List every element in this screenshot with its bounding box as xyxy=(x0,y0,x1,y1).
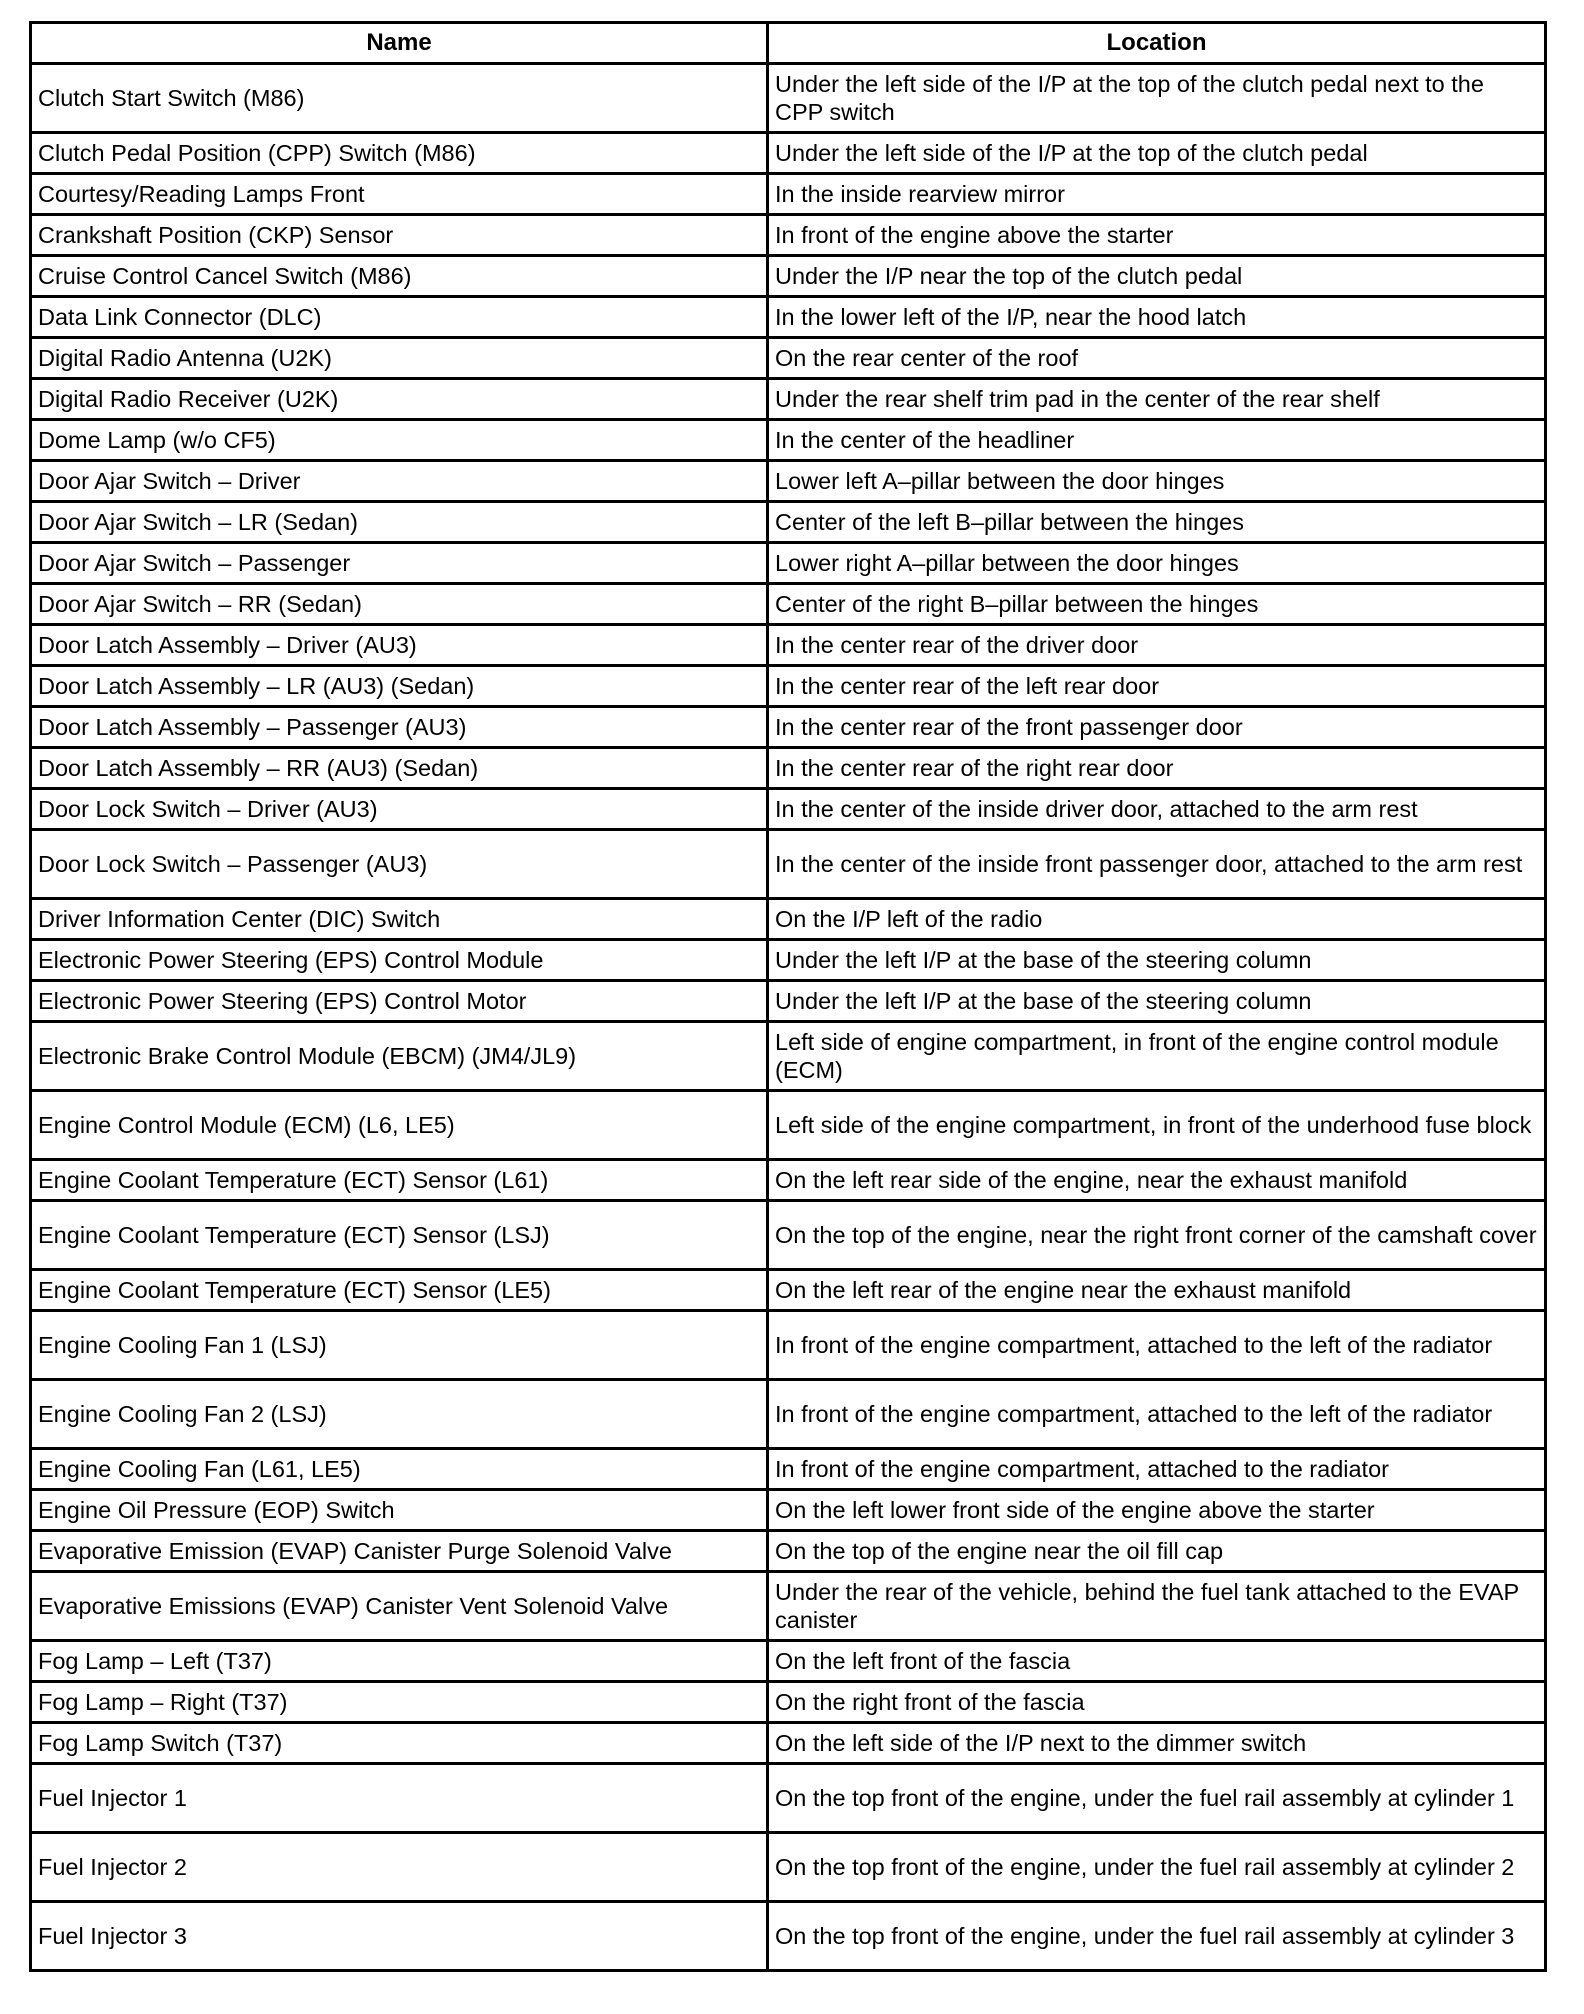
component-name-cell: Engine Cooling Fan (L61, LE5) xyxy=(31,1449,768,1490)
table-row xyxy=(31,789,1546,830)
component-location-cell: On the top of the engine near the oil fill cap xyxy=(768,1531,1546,1572)
component-location-cell: Under the rear shelf trim pad in the center of the rear shelf xyxy=(768,379,1546,420)
component-locator-table xyxy=(29,21,1547,1972)
component-location-cell: Center of the left B–pillar between the hinges xyxy=(768,502,1546,543)
component-name-cell: Clutch Start Switch (M86) xyxy=(31,64,768,133)
component-name-cell: Fuel Injector 2 xyxy=(31,1833,768,1902)
component-name-cell: Dome Lamp (w/o CF5) xyxy=(31,420,768,461)
table-row xyxy=(31,461,1546,502)
component-name-cell: Courtesy/Reading Lamps Front xyxy=(31,174,768,215)
component-name-cell: Data Link Connector (DLC) xyxy=(31,297,768,338)
table-row xyxy=(31,1764,1546,1833)
component-location-cell: Under the left side of the I/P at the top of the clutch pedal xyxy=(768,133,1546,174)
component-name-cell: Fog Lamp Switch (T37) xyxy=(31,1723,768,1764)
component-location-cell: On the I/P left of the radio xyxy=(768,899,1546,940)
table-row xyxy=(31,1531,1546,1572)
table-row xyxy=(31,1833,1546,1902)
table-row xyxy=(31,1201,1546,1270)
table-row xyxy=(31,543,1546,584)
component-name-cell: Fuel Injector 1 xyxy=(31,1764,768,1833)
component-location-cell: Lower left A–pillar between the door hinges xyxy=(768,461,1546,502)
table-row xyxy=(31,1641,1546,1682)
component-location-cell: In the lower left of the I/P, near the hood latch xyxy=(768,297,1546,338)
table-row xyxy=(31,1490,1546,1531)
component-location-cell: On the rear center of the roof xyxy=(768,338,1546,379)
component-name-cell: Engine Coolant Temperature (ECT) Sensor (LSJ) xyxy=(31,1201,768,1270)
component-name-cell: Door Lock Switch – Driver (AU3) xyxy=(31,789,768,830)
component-name-cell: Fog Lamp – Right (T37) xyxy=(31,1682,768,1723)
component-location-cell: In the inside rearview mirror xyxy=(768,174,1546,215)
component-location-cell: In the center of the inside driver door, attached to the arm rest xyxy=(768,789,1546,830)
component-location-cell: Left side of the engine compartment, in front of the underhood fuse block xyxy=(768,1091,1546,1160)
component-location-cell: In the center rear of the driver door xyxy=(768,625,1546,666)
component-location-cell: On the top front of the engine, under the fuel rail assembly at cylinder 2 xyxy=(768,1833,1546,1902)
component-name-cell: Digital Radio Antenna (U2K) xyxy=(31,338,768,379)
component-name-cell: Engine Cooling Fan 1 (LSJ) xyxy=(31,1311,768,1380)
component-location-cell: On the top front of the engine, under the fuel rail assembly at cylinder 3 xyxy=(768,1902,1546,1971)
table-row xyxy=(31,666,1546,707)
header-row xyxy=(31,23,1546,64)
table-row xyxy=(31,1380,1546,1449)
component-location-cell: Lower right A–pillar between the door hinges xyxy=(768,543,1546,584)
component-location-cell: In front of the engine above the starter xyxy=(768,215,1546,256)
component-name-cell: Door Ajar Switch – RR (Sedan) xyxy=(31,584,768,625)
component-name-cell: Electronic Power Steering (EPS) Control Module xyxy=(31,940,768,981)
component-name-cell: Door Latch Assembly – Passenger (AU3) xyxy=(31,707,768,748)
component-name-cell: Evaporative Emission (EVAP) Canister Purge Solenoid Valve xyxy=(31,1531,768,1572)
component-name-cell: Driver Information Center (DIC) Switch xyxy=(31,899,768,940)
table-row xyxy=(31,1682,1546,1723)
component-location-cell: On the left rear side of the engine, near the exhaust manifold xyxy=(768,1160,1546,1201)
component-name-cell: Door Ajar Switch – Passenger xyxy=(31,543,768,584)
component-name-cell: Engine Coolant Temperature (ECT) Sensor (LE5) xyxy=(31,1270,768,1311)
component-location-cell: Under the left I/P at the base of the steering column xyxy=(768,981,1546,1022)
column-header-location: Location xyxy=(768,23,1546,64)
component-location-cell: Left side of engine compartment, in front of the engine control module (ECM) xyxy=(768,1022,1546,1091)
component-name-cell: Fog Lamp – Left (T37) xyxy=(31,1641,768,1682)
component-location-cell: In front of the engine compartment, attached to the left of the radiator xyxy=(768,1311,1546,1380)
table-row xyxy=(31,64,1546,133)
component-name-cell: Fuel Injector 3 xyxy=(31,1902,768,1971)
component-name-cell: Engine Oil Pressure (EOP) Switch xyxy=(31,1490,768,1531)
component-location-cell: On the top of the engine, near the right front corner of the camshaft cover xyxy=(768,1201,1546,1270)
component-location-cell: On the left side of the I/P next to the dimmer switch xyxy=(768,1723,1546,1764)
table-row xyxy=(31,215,1546,256)
component-name-cell: Door Latch Assembly – LR (AU3) (Sedan) xyxy=(31,666,768,707)
component-location-cell: In the center of the headliner xyxy=(768,420,1546,461)
table-row xyxy=(31,1902,1546,1971)
component-name-cell: Door Ajar Switch – LR (Sedan) xyxy=(31,502,768,543)
table-row xyxy=(31,625,1546,666)
table-row xyxy=(31,502,1546,543)
component-name-cell: Cruise Control Cancel Switch (M86) xyxy=(31,256,768,297)
component-location-cell: Center of the right B–pillar between the hinges xyxy=(768,584,1546,625)
table-row xyxy=(31,1270,1546,1311)
table-row xyxy=(31,174,1546,215)
component-name-cell: Digital Radio Receiver (U2K) xyxy=(31,379,768,420)
component-location-cell: In front of the engine compartment, attached to the radiator xyxy=(768,1449,1546,1490)
component-name-cell: Door Ajar Switch – Driver xyxy=(31,461,768,502)
table-row xyxy=(31,1022,1546,1091)
table-row xyxy=(31,256,1546,297)
component-name-cell: Clutch Pedal Position (CPP) Switch (M86) xyxy=(31,133,768,174)
component-name-cell: Crankshaft Position (CKP) Sensor xyxy=(31,215,768,256)
table-row xyxy=(31,1091,1546,1160)
table-row xyxy=(31,830,1546,899)
table-row xyxy=(31,940,1546,981)
table-body xyxy=(31,64,1546,1971)
component-name-cell: Engine Coolant Temperature (ECT) Sensor (L61) xyxy=(31,1160,768,1201)
table-header xyxy=(31,23,1546,64)
table-row xyxy=(31,297,1546,338)
table-row xyxy=(31,899,1546,940)
component-location-cell: On the right front of the fascia xyxy=(768,1682,1546,1723)
column-header-name: Name xyxy=(31,23,768,64)
table-row xyxy=(31,1723,1546,1764)
component-location-cell: In the center rear of the left rear door xyxy=(768,666,1546,707)
table-row xyxy=(31,420,1546,461)
component-name-cell: Electronic Power Steering (EPS) Control Motor xyxy=(31,981,768,1022)
component-location-cell: On the left lower front side of the engine above the starter xyxy=(768,1490,1546,1531)
component-location-cell: Under the left I/P at the base of the steering column xyxy=(768,940,1546,981)
component-location-cell: In front of the engine compartment, attached to the left of the radiator xyxy=(768,1380,1546,1449)
component-name-cell: Engine Cooling Fan 2 (LSJ) xyxy=(31,1380,768,1449)
table-row xyxy=(31,584,1546,625)
table-row xyxy=(31,1160,1546,1201)
component-name-cell: Door Latch Assembly – Driver (AU3) xyxy=(31,625,768,666)
table-row xyxy=(31,379,1546,420)
component-location-cell: In the center rear of the front passenger door xyxy=(768,707,1546,748)
table-row xyxy=(31,707,1546,748)
table-row xyxy=(31,1449,1546,1490)
table-row xyxy=(31,133,1546,174)
table-row xyxy=(31,981,1546,1022)
table-row xyxy=(31,338,1546,379)
table-row xyxy=(31,748,1546,789)
component-name-cell: Engine Control Module (ECM) (L6, LE5) xyxy=(31,1091,768,1160)
component-location-cell: Under the left side of the I/P at the top of the clutch pedal next to the CPP switch xyxy=(768,64,1546,133)
component-name-cell: Evaporative Emissions (EVAP) Canister Vent Solenoid Valve xyxy=(31,1572,768,1641)
component-name-cell: Electronic Brake Control Module (EBCM) (JM4/JL9) xyxy=(31,1022,768,1091)
component-name-cell: Door Lock Switch – Passenger (AU3) xyxy=(31,830,768,899)
table-row xyxy=(31,1572,1546,1641)
table-row xyxy=(31,1311,1546,1380)
component-location-cell: On the top front of the engine, under the fuel rail assembly at cylinder 1 xyxy=(768,1764,1546,1833)
component-location-cell: In the center of the inside front passenger door, attached to the arm rest xyxy=(768,830,1546,899)
component-location-cell: On the left front of the fascia xyxy=(768,1641,1546,1682)
component-name-cell: Door Latch Assembly – RR (AU3) (Sedan) xyxy=(31,748,768,789)
component-location-cell: In the center rear of the right rear door xyxy=(768,748,1546,789)
component-location-cell: Under the rear of the vehicle, behind the fuel tank attached to the EVAP canister xyxy=(768,1572,1546,1641)
component-location-cell: Under the I/P near the top of the clutch pedal xyxy=(768,256,1546,297)
component-location-cell: On the left rear of the engine near the exhaust manifold xyxy=(768,1270,1546,1311)
